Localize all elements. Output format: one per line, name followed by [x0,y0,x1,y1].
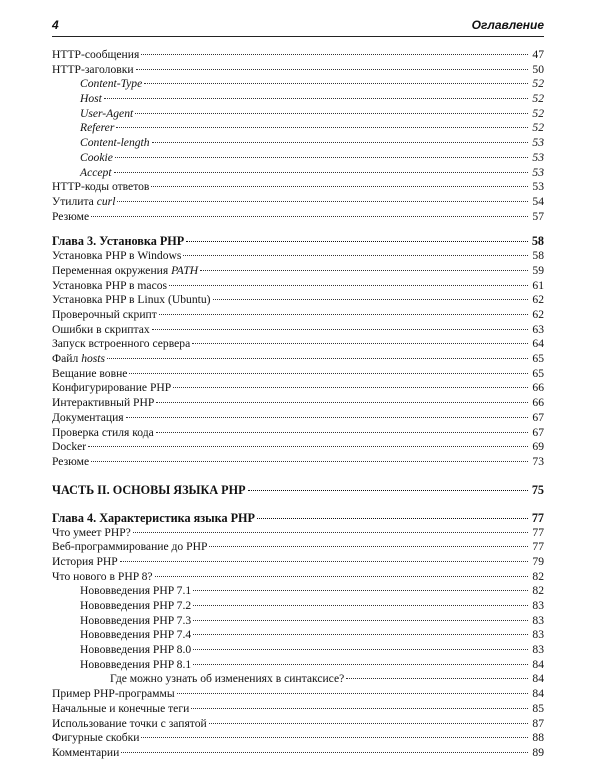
toc-spacer [52,470,544,482]
dot-leader [177,692,528,694]
dot-leader [155,575,528,577]
toc-entry-title [52,352,105,367]
toc-page-number: 65 [532,352,544,366]
toc-entry[interactable] [52,658,544,673]
toc-page-number: 75 [531,482,544,497]
toc-page-number: 53 [532,180,544,194]
toc-entry[interactable] [52,210,544,225]
toc-entry[interactable] [52,702,544,717]
toc-page-number: 62 [532,308,544,321]
dot-leader [141,53,528,55]
toc-entry[interactable] [52,151,544,166]
dot-leader [169,284,528,286]
dot-leader [121,751,528,753]
toc-page-number: 85 [532,701,544,715]
toc-page-number: 82 [532,569,544,583]
toc-entry-title: Комментарии [52,745,120,759]
toc-entry[interactable] [52,367,544,382]
dot-leader [159,313,528,315]
toc-page-number: 79 [532,554,544,568]
toc-page-number: 57 [532,209,544,223]
dot-leader [186,240,528,242]
dot-leader [114,171,528,173]
toc-entry[interactable] [52,672,544,687]
dot-leader [107,357,528,359]
toc-page-number: 84 [532,672,544,686]
running-title: Оглавление [471,18,544,32]
dot-leader [156,431,528,433]
toc-entry[interactable] [52,136,544,151]
toc-page-number: 84 [532,687,544,701]
toc-entry[interactable] [52,426,544,441]
toc-page-number: 52 [532,77,544,91]
toc-entry-title: Content-Type [80,77,143,91]
toc-page-number: 87 [532,716,544,730]
dot-leader [115,156,528,158]
toc-entry[interactable] [52,526,544,541]
toc-entry[interactable] [52,48,544,63]
toc-entry[interactable] [52,352,544,367]
toc-entry-title: Запуск встроенного сервера [52,337,191,351]
toc-page-number: 59 [532,263,544,277]
table-of-contents [52,48,544,761]
toc-page-number: 67 [532,410,544,424]
toc-entry[interactable] [52,687,544,702]
dot-leader [257,517,528,519]
toc-entry-title: Установка PHP в Windows [52,249,182,263]
toc-entry[interactable] [52,599,544,614]
toc-entry-title: Проверка стиля кода [52,425,154,439]
toc-entry[interactable] [52,92,544,107]
toc-entry-title-prefix: Утилита [52,194,97,208]
dot-leader [91,460,528,462]
toc-page-number: 84 [532,657,544,671]
toc-page-number: 52 [532,121,544,135]
toc-page-number: 61 [532,278,544,292]
toc-part[interactable] [52,482,544,498]
toc-entry-title: HTTP-коды ответов [52,180,150,194]
toc-spacer [52,498,544,510]
dot-leader [193,663,528,665]
toc-entry[interactable] [52,717,544,732]
toc-page-number: 58 [531,234,544,249]
toc-page-number: 69 [532,440,544,454]
dot-leader [151,185,528,187]
dot-leader [193,619,528,621]
toc-entry-title: Нововведения PHP 7.3 [80,613,192,627]
toc-entry[interactable] [52,180,544,195]
toc-chapter[interactable] [52,510,544,526]
dot-leader [141,736,528,738]
toc-entry-title: Content-length [80,136,150,150]
dot-leader [126,416,528,418]
toc-page-number: 83 [532,628,544,642]
toc-entry-title: Пример PHP-программы [52,687,175,701]
dot-leader [156,401,528,403]
toc-entry-title-emphasis: hosts [81,352,106,366]
toc-entry[interactable] [52,455,544,470]
toc-entry-title: Проверочный скрипт [52,308,157,321]
toc-entry-title: HTTP-сообщения [52,48,140,61]
toc-entry-title: Host [80,92,102,106]
toc-entry-title: Установка PHP в macos [52,278,168,292]
toc-page-number: 63 [532,322,544,336]
toc-page-number: 83 [532,643,544,657]
toc-entry[interactable] [52,555,544,570]
dot-leader [152,141,528,143]
toc-entry[interactable] [52,121,544,136]
toc-entry[interactable] [52,293,544,308]
toc-entry-title: Cookie [80,150,113,164]
toc-entry-title: Ошибки в скриптах [52,322,150,336]
toc-entry[interactable] [52,279,544,294]
toc-page-number: 50 [532,62,544,76]
toc-entry-title: Нововведения PHP 8.1 [80,657,192,671]
toc-page-number: 66 [532,381,544,395]
toc-entry-title: Нововведения PHP 7.2 [80,599,192,612]
toc-page-number: 53 [532,150,544,164]
toc-entry-title: История PHP [52,554,118,568]
toc-page-number: 83 [532,599,544,612]
toc-page-number: 77 [532,525,544,539]
dot-leader [183,254,528,256]
toc-page-number: 53 [532,136,544,150]
toc-entry[interactable] [52,381,544,396]
toc-entry-title: Резюме [52,454,90,468]
toc-entry[interactable] [52,643,544,658]
dot-leader [120,560,528,562]
toc-entry-title: Интерактивный PHP [52,396,155,410]
dot-leader [193,633,528,635]
toc-entry-title: Что нового в PHP 8? [52,569,153,583]
toc-entry[interactable] [52,264,544,279]
toc-page-number: 77 [531,510,544,525]
toc-entry-title: User-Agent [80,106,134,120]
page-header [52,16,544,37]
toc-entry-title: Документация [52,410,124,424]
dot-leader [173,386,528,388]
toc-entry-title [52,195,115,210]
dot-leader [209,545,528,547]
toc-entry[interactable] [52,584,544,599]
toc-entry[interactable] [52,249,544,264]
toc-entry-title: Конфигурирование PHP [52,381,172,395]
toc-entry[interactable] [52,166,544,181]
toc-page-number: 65 [532,366,544,380]
toc-entry-title: Нововведения PHP 7.4 [80,628,192,642]
toc-entry[interactable] [52,570,544,585]
dot-leader [117,200,528,202]
toc-entry[interactable] [52,411,544,426]
toc-entry-title: Веб-программирование до PHP [52,540,208,554]
toc-entry-title: Referer [80,121,115,135]
dot-leader [116,126,528,128]
toc-entry-title: Нововведения PHP 7.1 [80,584,192,598]
toc-page-number: 83 [532,613,544,627]
toc-entry-title: Docker [52,440,87,454]
toc-entry-title-prefix: Файл [52,352,82,366]
toc-entry[interactable] [52,323,544,338]
dot-leader [193,589,528,591]
dot-leader [346,677,528,679]
toc-entry[interactable] [52,731,544,746]
toc-entry-title: Глава 3. Установка PHP [52,234,185,249]
toc-entry[interactable] [52,195,544,210]
dot-leader [192,342,528,344]
dot-leader [248,489,528,491]
toc-entry-title [52,264,198,279]
toc-page-number: 52 [532,92,544,106]
toc-entry[interactable] [52,337,544,352]
dot-leader [129,372,528,374]
dot-leader [193,648,528,650]
toc-entry[interactable] [52,540,544,555]
toc-entry-title: ЧАСТЬ II. ОСНОВЫ ЯЗЫКА PHP [52,482,246,497]
toc-page-number: 58 [532,249,544,263]
dot-leader [191,707,528,709]
dot-leader [88,445,528,447]
toc-entry-title: Accept [80,165,112,179]
dot-leader [135,112,528,114]
toc-entry[interactable] [52,396,544,411]
dot-leader [91,215,528,217]
toc-entry-title: Начальные и конечные теги [52,701,190,715]
toc-entry-title-emphasis: PATH [171,263,199,277]
toc-entry[interactable] [52,628,544,643]
toc-entry-title: Что умеет PHP? [52,525,131,539]
dot-leader [213,298,529,300]
toc-page-number: 66 [532,396,544,410]
toc-entry-title: HTTP-заголовки [52,62,134,76]
toc-page-number: 82 [532,584,544,598]
toc-entry-title: Нововведения PHP 8.0 [80,643,192,657]
dot-leader [200,269,528,271]
page-number: 4 [52,18,59,32]
toc-page-number: 73 [532,454,544,468]
dot-leader [152,328,528,330]
toc-entry-title: Установка PHP в Linux (Ubuntu) [52,293,211,307]
toc-entry-title: Использование точки с запятой [52,716,207,730]
dot-leader [144,82,528,84]
toc-page-number: 52 [532,106,544,120]
toc-page-number: 67 [532,425,544,439]
toc-entry-title: Где можно узнать об изменениях в синтаксисе? [110,672,345,686]
toc-page-number: 88 [532,731,544,745]
toc-entry-title: Глава 4. Характеристика языка PHP [52,510,255,525]
toc-entry[interactable] [52,63,544,78]
toc-page-number: 62 [532,293,544,307]
toc-entry-title: Вещание вовне [52,366,128,380]
toc-page-number: 64 [532,337,544,351]
toc-entry[interactable] [52,308,544,323]
toc-page-number: 47 [532,48,544,61]
dot-leader [136,68,528,70]
toc-entry[interactable] [52,614,544,629]
toc-page-number: 89 [532,745,544,759]
toc-entry-title-emphasis: curl [96,194,116,208]
toc-entry-title: Фигурные скобки [52,731,140,745]
toc-entry[interactable] [52,440,544,455]
toc-chapter[interactable] [52,233,544,249]
toc-page-number: 77 [532,540,544,554]
toc-entry-title: Резюме [52,209,90,223]
dot-leader [193,604,528,606]
toc-entry-title-prefix: Переменная окружения [52,263,172,277]
toc-page-number: 54 [532,194,544,208]
toc-page-number: 53 [532,165,544,179]
dot-leader [104,97,528,99]
toc-entry[interactable] [52,746,544,761]
dot-leader [133,531,528,533]
toc-spacer [52,224,544,233]
dot-leader [209,722,528,724]
toc-entry[interactable] [52,107,544,122]
toc-entry[interactable] [52,77,544,92]
